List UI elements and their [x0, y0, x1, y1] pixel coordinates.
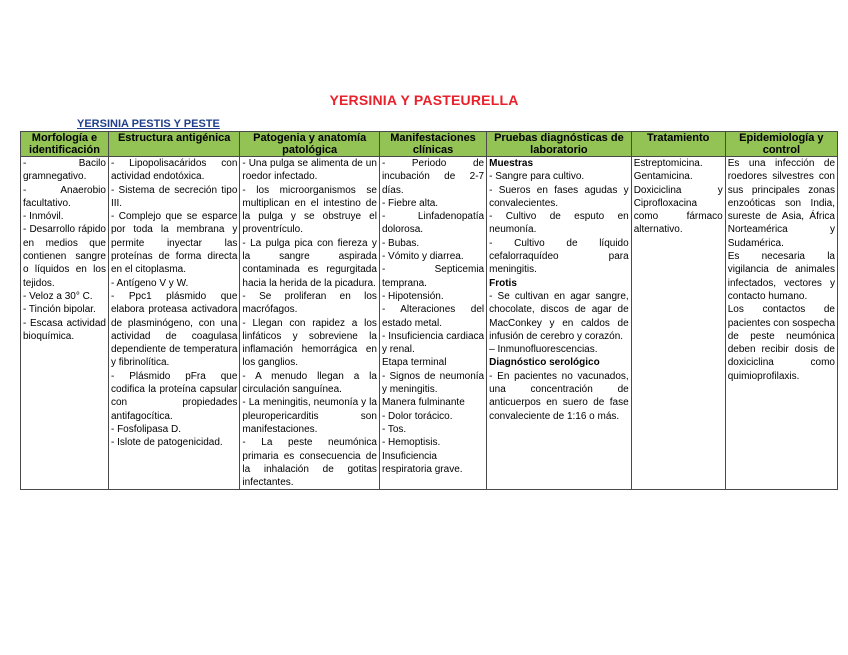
cell-line: - Septicemia temprana. — [381, 264, 485, 289]
cell-line: Es una infección de roedores silvestres con sus principales zonas enzoóticas son India, sureste de Asia, África Norteamérica y Sudamérica. — [727, 158, 835, 249]
cell-line: - Anaerobio facultativo. — [23, 184, 106, 209]
cell-line: - Sistema de secreción tipo III. — [110, 184, 238, 209]
cell-line: - Signos de neumonía y meningitis. — [381, 370, 485, 396]
cell-line: - Bubas. — [381, 237, 420, 249]
cell-line: - A menudo llegan a la circulación sanguínea. — [242, 370, 377, 396]
cell-line: - Complejo que se esparce por toda la membrana y permite inyectar las proteínas de forma directa en el citoplasma. — [110, 211, 238, 276]
cell-line: - Llegan con rapidez a los linfáticos y sobreviene la inflamación hemorrágica en los ganglios. — [242, 317, 377, 369]
document-title: YERSINIA Y PASTEURELLA — [329, 92, 519, 108]
cell-line: - La meningitis, neumonía y la pleuropericarditis son manifestaciones. — [242, 397, 377, 435]
cell-line: - Bacilo gramnegativo. — [23, 158, 106, 183]
cell-morfologia — [21, 157, 109, 490]
cell-line: - los microorganismos se multiplican en el intestino de la pulga y se obstruye el proventrículo. — [242, 184, 377, 236]
cell-line: - Cultivo de esputo en neumonía. — [489, 211, 629, 236]
header-estructura: Estructura antigénica — [108, 132, 239, 157]
cell-line: - Ppc1 plásmido que elabora proteasa activadora de plasminógeno, con una actividad de coagulasa dependiente de temperatura y fibrinolítica. — [110, 290, 238, 369]
cell-line: - Lipopolisacáridos con actividad endotóxica. — [110, 158, 238, 183]
table-row — [21, 157, 838, 490]
cell-pruebas — [487, 157, 632, 490]
cell-line: Insuficiencia respiratoria grave. — [381, 450, 463, 475]
cell-epidemiologia — [725, 157, 837, 490]
cell-line: - Sangre para cultivo. — [489, 171, 585, 183]
cell-line: Es necesaria la vigilancia de animales infectados, vectores y contacto humano. — [727, 251, 835, 302]
cell-line: - Vómito y diarrea. — [381, 251, 464, 263]
cell-line: Frotis — [489, 277, 517, 289]
cell-line: - Sueros en fases agudas y convalecientes. — [489, 184, 629, 209]
cell-line: Muestras — [489, 158, 534, 169]
cell-tratamiento — [631, 157, 725, 490]
section-subtitle: YERSINIA PESTIS Y PESTE — [77, 118, 220, 130]
header-epidemiologia: Epidemiología y control — [725, 132, 837, 157]
cell-line: - La pulga pica con fiereza y la sangre aspirada contaminada es regurgitada hacia la herida de la picadura. — [242, 237, 377, 289]
cell-line: Doxiciclina y Ciprofloxacina como fármaco alternativo. — [633, 184, 723, 236]
header-manifestaciones: Manifestaciones clínicas — [379, 132, 486, 157]
cell-line: Estreptomicina. — [633, 158, 703, 169]
table-header-row — [21, 132, 838, 157]
cell-line: - Una pulga se alimenta de un roedor infectado. — [242, 158, 377, 183]
cell-line: - Fiebre alta. — [381, 197, 439, 209]
cell-line: - Plásmido pFra que codifica la proteína capsular con propiedades antifagocítica. — [110, 370, 238, 422]
cell-line: - Antígeno V y W. — [110, 277, 189, 289]
cell-line: - Desarrollo rápido en medios que contienen sangre o líquidos en los tejidos. — [23, 224, 106, 289]
header-patogenia: Patogenia y anatomía patológica — [240, 132, 380, 157]
cell-line: Etapa terminal — [381, 357, 447, 369]
cell-line: - Hipotensión. — [381, 290, 444, 302]
summary-table — [20, 131, 838, 490]
cell-line: Los contactos de pacientes con sospecha de peste neumónica deben recibir dosis de doxiciclina como quimioprofilaxis. — [727, 304, 836, 382]
cell-line: - Tos. — [381, 423, 407, 435]
cell-line: Diagnóstico serológico — [489, 357, 600, 369]
cell-line: - La peste neumónica primaria es consecuencia de la inhalación de gotitas infectantes. — [242, 437, 377, 489]
cell-patogenia — [240, 157, 380, 490]
cell-line: - Inmóvil. — [23, 211, 64, 223]
cell-line: - Dolor torácico. — [381, 410, 453, 422]
cell-line: - Escasa actividad bioquímica. — [23, 317, 106, 342]
cell-line: Gentamicina. — [633, 171, 693, 183]
cell-line: - Hemoptisis. — [381, 437, 441, 449]
cell-line: - Linfadenopatía dolorosa. — [381, 211, 485, 236]
cell-line: - Se cultivan en agar sangre, chocolate, discos de agar de MacConkey y en caldos de infusión de cerebro y corazón. — [489, 290, 629, 342]
header-tratamiento: Tratamiento — [631, 132, 725, 157]
cell-estructura — [108, 157, 239, 490]
cell-line: - Se proliferan en los macrófagos. — [242, 290, 377, 316]
cell-line: - Cultivo de líquido cefalorraquídeo para meningitis. — [489, 237, 629, 276]
cell-line: - En pacientes no vacunados, una concentración de anticuerpos en suero de fase convaleciente de 1:16 o más. — [489, 370, 629, 422]
cell-line: – Inmunofluorescencias. — [489, 344, 598, 356]
header-pruebas: Pruebas diagnósticas de laboratorio — [487, 132, 632, 157]
cell-line: - Fosfolipasa D. — [110, 423, 181, 435]
cell-line: - Periodo de incubación de 2-7 días. — [381, 158, 485, 196]
header-morfologia: Morfología e identificación — [21, 132, 109, 157]
cell-line: - Insuficiencia cardiaca y renal. — [381, 330, 485, 356]
cell-manifestaciones — [379, 157, 486, 490]
cell-line: - Veloz a 30° C. — [23, 290, 93, 302]
cell-line: - Alteraciones del estado metal. — [381, 304, 485, 329]
cell-line: Manera fulminante — [381, 397, 465, 409]
cell-line: - Tinción bipolar. — [23, 304, 96, 316]
cell-line: - Islote de patogenicidad. — [110, 437, 223, 449]
